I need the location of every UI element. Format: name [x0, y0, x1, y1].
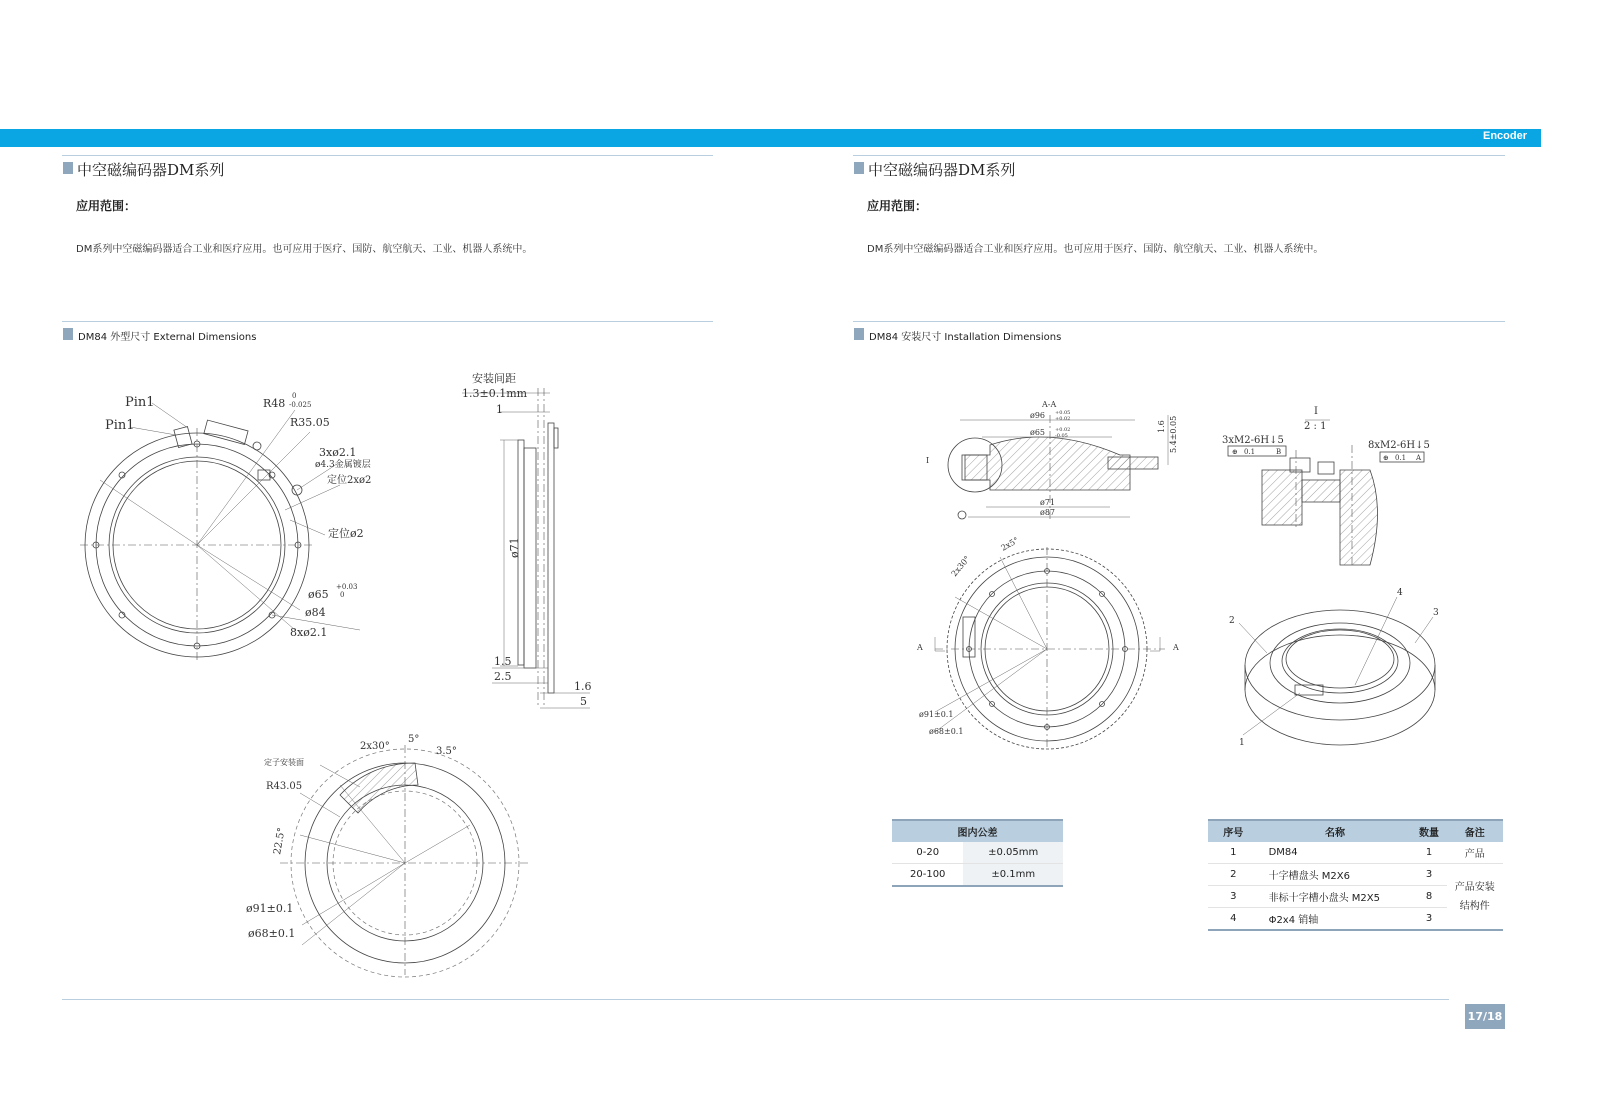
install-2x30: 2x30° — [949, 554, 972, 579]
section-title-left: DM84 外型尺寸 External Dimensions — [78, 332, 257, 343]
stator-surface-label: 定子安装面 — [264, 758, 304, 767]
col-note: 备注 — [1447, 820, 1503, 842]
stator-5deg: 5° — [408, 734, 420, 745]
section-rule-left — [62, 321, 713, 322]
connector — [204, 420, 248, 444]
section-d96: ø96 — [1030, 411, 1045, 420]
page-title-right: 中空磁编码器DM系列 — [868, 161, 1016, 179]
stator-2x30: 2x30° — [360, 741, 390, 752]
section-h16: 1.6 — [1157, 420, 1166, 433]
r48-tol-up: 0 — [292, 392, 297, 400]
d65-tol-dn: 0 — [340, 591, 345, 599]
d15-label: 1.5 — [494, 655, 512, 668]
tolerance-header: 图内公差 — [892, 820, 1063, 842]
table-row — [892, 864, 1063, 887]
stator-d68: ø68±0.1 — [248, 927, 296, 940]
pin1-label-b: Pin1 — [105, 418, 135, 433]
install-a-left: A — [917, 643, 923, 652]
detail-m2a-ref: B — [1276, 448, 1282, 456]
gap-value: 1.3±0.1mm — [462, 387, 528, 400]
band-label: Encoder — [1482, 130, 1527, 142]
col-qty: 数量 — [1411, 820, 1446, 842]
table-row: 1 DM84 1 产品 — [1208, 842, 1503, 864]
app-heading-left: 应用范围： — [76, 199, 137, 213]
detail-m2a-tol: 0.1 — [1244, 448, 1256, 456]
page-number: 17/18 — [1465, 1004, 1505, 1029]
detail-i-drawing — [1220, 400, 1440, 570]
stator-35deg: 3.5° — [436, 746, 457, 757]
detail-title: I — [1314, 406, 1318, 417]
table-row: 3 非标十字槽小盘头 M2X5 8 — [1208, 886, 1503, 908]
section-d65-dn: -0.05 — [1055, 433, 1068, 439]
section-aa-drawing — [920, 395, 1200, 530]
iso-callout-2: 2 — [1229, 616, 1235, 626]
stator-r43: R43.05 — [266, 781, 303, 792]
svg-text:⊕: ⊕ — [1383, 454, 1389, 462]
stator-view-drawing — [240, 725, 530, 980]
section-h54: 5.4±0.05 — [1169, 415, 1178, 453]
section-d96-dn: +0.02 — [1055, 416, 1071, 422]
holes3-note: ø4.3金属镀层 — [315, 460, 371, 470]
install-d68: ø68±0.1 — [929, 727, 964, 736]
table-row: 2 十字槽盘头 M2X6 3 产品安装 结构件 — [1208, 864, 1503, 886]
section-d71: ø71 — [1040, 498, 1055, 507]
r48-label: R48 — [263, 397, 286, 410]
locate2x-label: 定位2xø2 — [327, 475, 372, 486]
iso-outer-ring — [1245, 610, 1435, 720]
section-aa-title: A-A — [1042, 400, 1057, 409]
install-a-right: A — [1173, 643, 1179, 652]
d65-label: ø65 — [308, 588, 329, 601]
detail-m2a: 3xM2-6H↓5 — [1222, 435, 1284, 446]
d5-label: 5 — [580, 695, 587, 708]
svg-text:⊕: ⊕ — [1232, 448, 1238, 456]
table-row — [892, 842, 1063, 864]
title-marker-left — [63, 162, 73, 174]
d16-label: 1.6 — [574, 680, 592, 693]
iso-callout-1: 1 — [1239, 738, 1245, 748]
locate-label: 定位ø2 — [328, 527, 364, 540]
detail-m2b-tol: 0.1 — [1395, 454, 1407, 462]
col-name: 名称 — [1259, 820, 1412, 842]
tolerance-range: 0-20 — [892, 842, 963, 864]
d65-tol-up: +0.03 — [336, 583, 358, 591]
side-view-drawing — [460, 368, 620, 713]
pin1-tab — [174, 426, 192, 447]
merged-note — [1447, 864, 1503, 931]
iso-callout-4: 4 — [1397, 588, 1403, 598]
stator-d91: ø91±0.1 — [246, 902, 294, 915]
merged-note-a: 产品安装 — [1454, 881, 1495, 893]
col-index: 序号 — [1208, 820, 1259, 842]
holes8-label: 8xø2.1 — [290, 626, 328, 639]
tolerance-table — [892, 819, 1063, 887]
isometric-drawing — [1225, 585, 1455, 755]
app-text-left: DM系列中空磁编码器适合工业和医疗应用。也可应用于医疗、国防、航空航天、工业、机器人系统中。 — [76, 244, 533, 255]
gap-title: 安装间距 — [472, 372, 516, 385]
r35-label: R35.05 — [290, 416, 330, 429]
section-marker-left — [63, 328, 73, 340]
section-i-label: I — [926, 456, 930, 465]
detail-scale: 2 : 1 — [1304, 421, 1327, 432]
install-top-drawing — [915, 537, 1185, 747]
merged-note-b: 结构件 — [1459, 900, 1490, 912]
section-d65: ø65 — [1030, 428, 1045, 437]
holes3-label: 3xø2.1 — [319, 446, 357, 459]
detail-m2b: 8xM2-6H↓5 — [1368, 440, 1430, 451]
pin1-label-a: Pin1 — [125, 395, 155, 410]
title-rule-right — [853, 155, 1505, 156]
title-marker-right — [854, 162, 864, 174]
title-rule-left — [62, 155, 713, 156]
side-ring — [524, 448, 536, 668]
section-body — [965, 437, 1130, 490]
section-title-right: DM84 安装尺寸 Installation Dimensions — [869, 332, 1062, 343]
d25-label: 2.5 — [494, 670, 512, 683]
header-band — [0, 129, 1541, 147]
front-view-drawing — [70, 370, 400, 670]
app-text-right: DM系列中空磁编码器适合工业和医疗应用。也可应用于医疗、国防、航空航天、工业、机器人系统中。 — [867, 244, 1324, 255]
tolerance-value: ±0.05mm — [963, 842, 1063, 864]
tolerance-range: 20-100 — [892, 864, 963, 887]
page-title-left: 中空磁编码器DM系列 — [77, 161, 225, 179]
section-d87: ø87 — [1040, 508, 1055, 517]
section-rule-right — [853, 321, 1505, 322]
app-heading-right: 应用范围： — [867, 199, 928, 213]
parts-table — [1208, 819, 1503, 931]
stator-mount-face — [340, 763, 418, 813]
section-marker-right — [854, 328, 864, 340]
table-row: 4 Φ2x4 销轴 3 — [1208, 908, 1503, 931]
detail-m2b-ref: A — [1416, 454, 1422, 462]
r48-tol-dn: -0.025 — [289, 401, 312, 409]
iso-callout-3: 3 — [1433, 608, 1439, 618]
footer-rule — [62, 999, 1449, 1000]
install-d91: ø91±0.1 — [919, 710, 954, 719]
stator-225: 22.5° — [272, 826, 288, 856]
tolerance-value: ±0.1mm — [963, 864, 1063, 887]
section-d65-up: +0.02 — [1055, 427, 1071, 433]
section-d96-up: +0.05 — [1055, 410, 1071, 416]
install-2x5: 2x5° — [999, 535, 1021, 553]
d84-label: ø84 — [305, 606, 326, 619]
one-label: 1 — [496, 403, 503, 416]
d71-label: ø71 — [508, 537, 521, 558]
